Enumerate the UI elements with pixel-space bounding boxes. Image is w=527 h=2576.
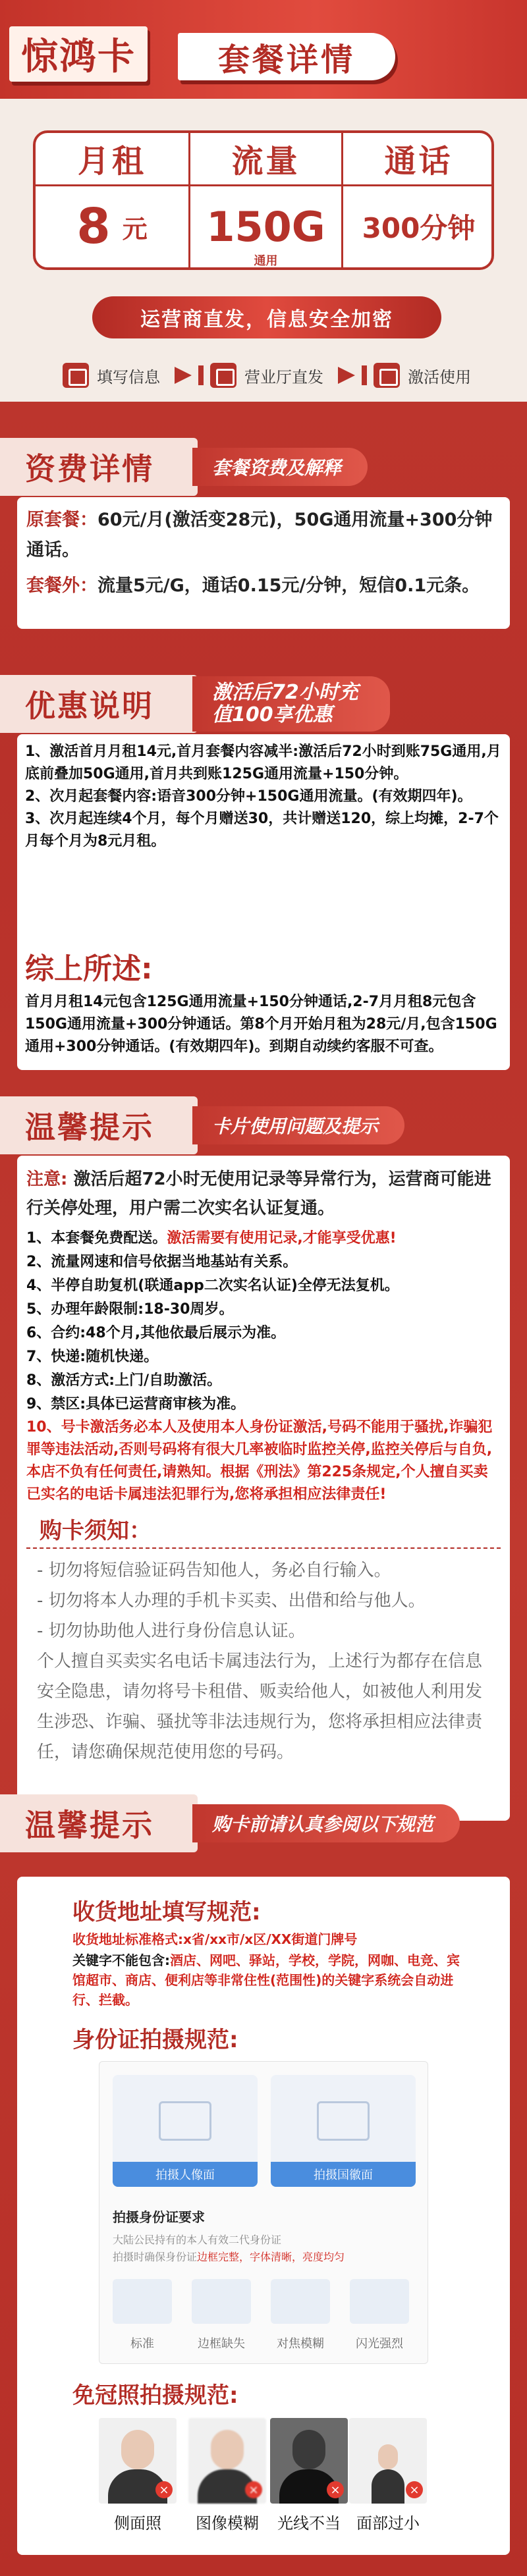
tip-item: 7、快递:随机快递。 [26, 1349, 159, 1365]
plan-col-rent [36, 133, 188, 267]
id-photo-title: 身份证拍摄规范: [72, 2027, 238, 2053]
fee-text: 60元/月(激活变28元)，50G通用流量+300分钟通话。 [26, 510, 493, 560]
plan-sub: 通用 [254, 254, 278, 268]
close-icon: × [406, 2481, 423, 2498]
portrait-label: 图像模糊 [196, 2514, 259, 2533]
divider [26, 1547, 501, 1549]
section-subtitle: 套餐资费及解释 [192, 448, 368, 486]
section-subtitle: 购卡前请认真参阅以下规范 [192, 1804, 460, 1842]
camera-icon [317, 2101, 370, 2141]
section-subtitle: 卡片使用问题及提示 [192, 1106, 404, 1144]
close-icon: × [245, 2481, 262, 2498]
section-tab-tips [0, 1096, 404, 1154]
requirement-highlight: 边框完整，字体清晰，亮度均匀 [197, 2251, 345, 2263]
portrait-label: 面部过小 [356, 2514, 420, 2533]
portrait-title: 免冠照拍摄规范: [72, 2382, 238, 2409]
store-icon [210, 363, 236, 388]
step-label: 激活使用 [408, 367, 471, 387]
arrow-right-icon [338, 367, 355, 384]
sample-standard-image [113, 2279, 172, 2324]
section-title: 温馨提示 [0, 1794, 198, 1852]
summary-title: 综上所述: [25, 952, 153, 986]
requirement-title: 拍摄身份证要求 [113, 2209, 205, 2225]
plan-col-data [190, 133, 341, 267]
address-title: 收货地址填写规范: [72, 1899, 261, 1925]
slogan-banner: 运营商直发，信息安全加密 [92, 296, 441, 338]
summary-text: 首月月租14元包含125G通用流量+150分钟通话,2-7月月租8元包含150G通用流量+300分钟通话。第8个月开始月租为28元/月,包含150G通用+300分钟通话。(有效期四年)。到期自动续约客服不可查。 [25, 994, 497, 1055]
plan-value-voice [343, 183, 494, 270]
fee-label: 原套餐： [26, 510, 97, 530]
portrait-side-photo [99, 2418, 177, 2504]
plan-unit: 元 [122, 214, 148, 244]
promo-item: 1、激活首月月租14元,首月套餐内容减半:激活后72小时到账75G通用,月底前叠加50G通用,首月共到账125G通用流量+150分钟。 [25, 743, 501, 782]
section-title: 温馨提示 [0, 1096, 198, 1154]
tip-item: 9、禁区:具体已运营商审核为准。 [26, 1396, 246, 1412]
brand-name: 惊鸿卡 [9, 26, 148, 82]
plan-value: 300分钟 [362, 212, 476, 244]
sim-card-icon [374, 363, 400, 388]
requirement-line: 大陆公民持有的本人有效二代身份证 [113, 2234, 282, 2246]
sample-border-missing-image [192, 2279, 251, 2324]
tip-item: 2、流量网速和信号依据当地基站有关系。 [26, 1254, 298, 1270]
tip-item-warning: 10、号卡激活务必本人及使用本人身份证激活,号码不能用于骚扰,诈骗犯罪等违法活动,否则号码将有很大几率被临时监控关停,监控关停后与自负,本店不负有任何责任,请熟知。根据《刑法》第225条规定,个人擅自买卖已实名的电话卡属违法犯罪行为,您将承担相应法律责任! [26, 1419, 493, 1503]
tip-item: 8、激活方式:上门/自助激活。 [26, 1372, 222, 1389]
close-icon: × [327, 2481, 344, 2498]
arrow-right-icon [175, 367, 192, 384]
step-label: 填写信息 [97, 367, 160, 387]
hero-section [0, 0, 527, 402]
camera-icon [159, 2101, 211, 2141]
promo-card [17, 734, 510, 1070]
tip-item-highlight: 激活需要有使用记录,才能享受优惠! [167, 1230, 397, 1247]
sample-label: 标准 [130, 2337, 154, 2351]
plan-header: 月租 [77, 142, 146, 180]
plan-col-voice [343, 133, 494, 267]
promo-item: 3、次月起连续4个月，每个月赠送30，共计赠送120，综上均摊，2-7个月每个月为8元月租。 [25, 811, 499, 849]
page-title: 套餐详情 [178, 33, 395, 80]
tips-card [17, 1156, 510, 1821]
id-guide-panel [99, 2061, 428, 2364]
warning-text: 个人擅自买卖实名电话卡属违法行为，上述行为都存在信息安全隐患，请勿将号卡租借、贩卖给他人，如被他人利用发生涉恐、诈骗、骚扰等非法违规行为，您将承担相应法律责任，请您确保规范使用您的号码。 [37, 1651, 483, 1762]
address-keyword-label: 关键字不能包含: [72, 1952, 170, 1968]
must-item: - 切勿将本人办理的手机卡买卖、出借和给与他人。 [37, 1591, 426, 1611]
notice-label: 注意: [26, 1169, 68, 1189]
portrait-small-photo [349, 2418, 427, 2504]
section-tab-promo [0, 675, 390, 733]
must-item: - 切勿将短信验证码告知他人，务必自行输入。 [37, 1561, 391, 1580]
portrait-blur-photo [188, 2418, 266, 2504]
section-tab-fee [0, 438, 368, 496]
divider [362, 365, 367, 385]
plan-summary-table [33, 130, 494, 270]
portrait-label: 侧面照 [114, 2514, 161, 2533]
form-icon [63, 363, 89, 388]
tip-item: 6、合约:48个月,其他依最后展示为准。 [26, 1325, 286, 1341]
divider [198, 365, 204, 385]
section-tab-shipping [0, 1794, 460, 1852]
must-know-title: 购卡须知： [40, 1518, 152, 1544]
sample-blur-image [271, 2279, 330, 2324]
close-icon: × [155, 2481, 173, 2498]
section-title: 资费详情 [0, 438, 198, 496]
portrait-dark-photo [270, 2418, 348, 2504]
plan-value-rent [36, 183, 188, 270]
section-title: 优惠说明 [0, 675, 198, 733]
sample-label: 闪光强烈 [356, 2337, 403, 2351]
notice-text: 激活后超72小时无使用记录等异常行为，运营商可能进行关停处理，用户需二次实名认证复通。 [26, 1169, 491, 1218]
step-label: 营业厅直发 [244, 367, 323, 387]
address-keyword-list: 酒店、网吧、驿站，学校，学院，网咖、电竞、宾馆超市、商店、便利店等非常住性(范围性)的关键字系统会自动进行、拦截。 [72, 1952, 460, 2008]
tip-item: 5、办理年龄限制:18-30周岁。 [26, 1301, 234, 1318]
must-item: - 切勿协助他人进行身份信息认证。 [37, 1621, 306, 1641]
address-format: 收货地址标准格式:x省/xx市/x区/XX街道门牌号 [72, 1931, 358, 1947]
plan-value: 150G [206, 202, 325, 251]
id-front-card[interactable] [113, 2075, 258, 2187]
capture-front-button[interactable]: 拍摄人像面 [113, 2162, 258, 2187]
plan-header: 流量 [231, 142, 300, 180]
plan-header: 通话 [384, 142, 453, 180]
capture-back-button[interactable]: 拍摄国徽面 [271, 2162, 416, 2187]
sample-flash-image [350, 2279, 409, 2324]
requirement-line: 拍摄时确保身份证 [113, 2251, 198, 2263]
process-steps [63, 362, 484, 389]
fee-label: 套餐外： [26, 576, 97, 596]
section-subtitle: 激活后72小时充值100享优惠 [192, 676, 390, 732]
tip-item: 1、本套餐免费配送。 [26, 1230, 167, 1247]
portrait-label: 光线不当 [277, 2514, 341, 2533]
fee-text: 流量5元/G，通话0.15元/分钟，短信0.1元条。 [97, 576, 480, 596]
tip-item: 4、半停自助复机(联通app二次实名认证)全停无法复机。 [26, 1277, 399, 1294]
sample-label: 对焦模糊 [277, 2337, 324, 2351]
plan-value: 8 [76, 198, 111, 255]
sample-label: 边框缺失 [198, 2337, 245, 2351]
promo-item: 2、次月起套餐内容:语音300分钟+150G通用流量。(有效期四年)。 [25, 788, 472, 805]
id-back-card[interactable] [271, 2075, 416, 2187]
fee-card [17, 497, 510, 629]
